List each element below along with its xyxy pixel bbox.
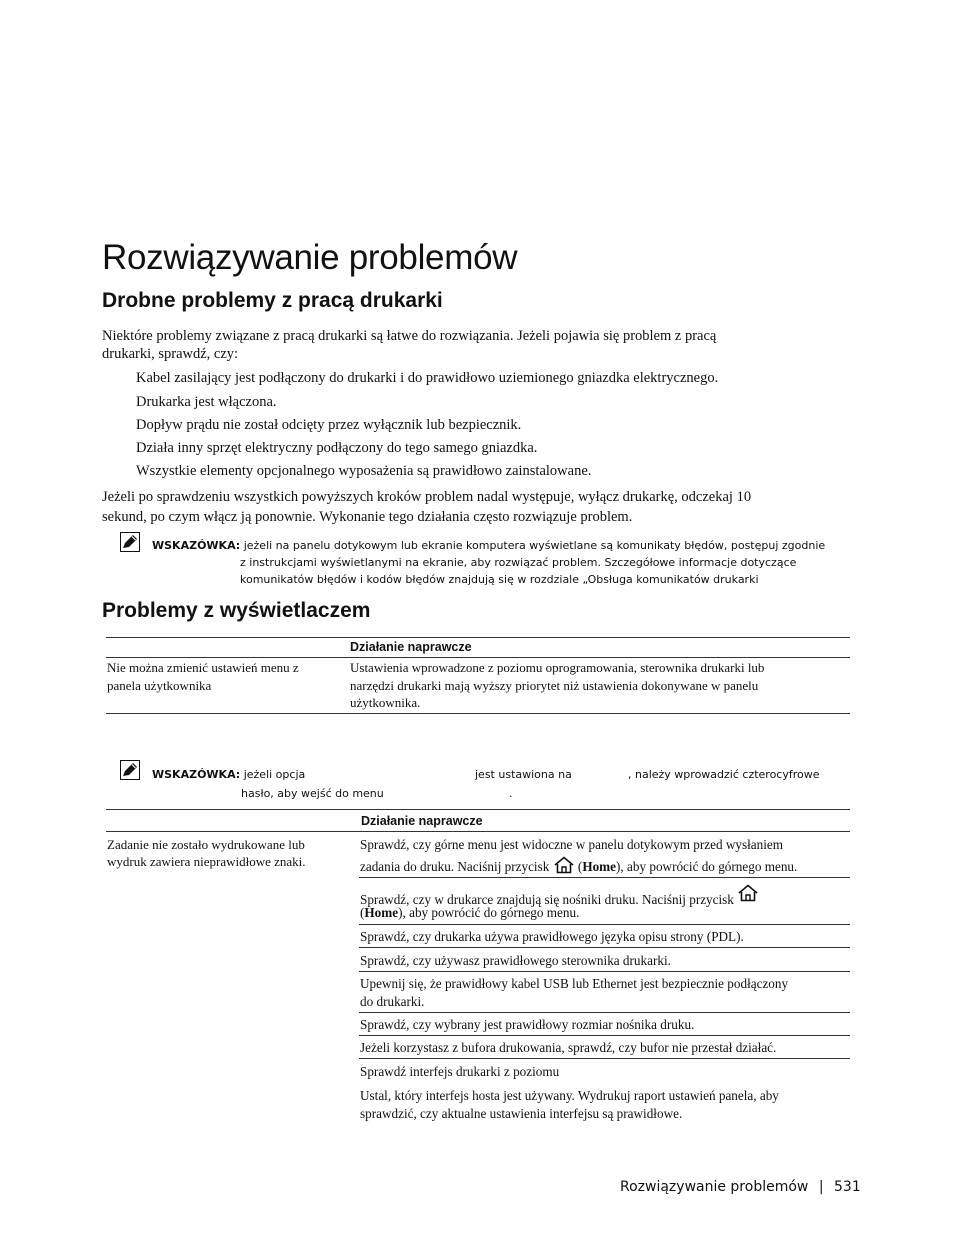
note-label: WSKAZÓWKA: [152, 539, 241, 552]
footer-separator: | [818, 1179, 824, 1195]
note-2-first-line [152, 767, 305, 784]
table-2-row-rule [359, 1012, 850, 1013]
table-1-header-action: Działanie naprawcze [350, 640, 472, 654]
table-2-row-rule [359, 877, 850, 878]
intro-text-line-2: drukarki, sprawdź, czy: [102, 346, 239, 362]
action-2-text-post: ), aby powrócić do górnego menu. [398, 905, 580, 920]
checklist-item: Drukarka jest włączona. [136, 394, 277, 410]
checklist-item: Wszystkie elementy opcjonalnego wyposażenia są prawidłowo zainstalowane. [136, 463, 592, 479]
table-2-action-5-line-2: do drukarki. [360, 994, 425, 1009]
action-1-home-label: Home [582, 859, 617, 874]
table-1-problem-line-2: panela użytkownika [107, 678, 212, 693]
table-1-header-rule [106, 657, 850, 658]
table-2-action-4: Sprawdź, czy używasz prawidłowego sterownika drukarki. [360, 953, 671, 968]
table-1-action-line-1: Ustawienia wprowadzone z poziomu oprogramowania, sterownika drukarki lub [350, 660, 765, 675]
note-text-line-1: jeżeli na panelu dotykowym lub ekranie komputera wyświetlane są komunikaty błędów, postępuj zgodnie [243, 539, 826, 552]
note-first-line [152, 538, 825, 555]
table-1-action-line-2: narzędzi drukarki mają wyższy priorytet niż ustawienia dokonywane w panelu [350, 678, 759, 693]
note-2-part-2: jest ustawiona na [475, 768, 572, 781]
table-2-row-rule [359, 1058, 850, 1059]
home-icon [553, 856, 575, 874]
checklist-item: Działa inny sprzęt elektryczny podłączony do tego samego gniazdka. [136, 440, 538, 456]
after-check-text-line-1: Jeżeli po sprawdzeniu wszystkich powyższych kroków problem nadal występuje, wyłącz drukarkę, odczekaj 10 [102, 489, 752, 505]
note-2-line-2b: . [509, 787, 513, 800]
table-2-header-rule [106, 831, 850, 832]
table-2-row-rule [359, 924, 850, 925]
table-1-action-line-3: użytkownika. [350, 695, 421, 710]
table-2-header-action: Działanie naprawcze [361, 814, 483, 828]
footer-chapter: Rozwiązywanie problemów [620, 1179, 809, 1195]
table-1-top-rule [106, 637, 850, 638]
table-2-problem-line-1: Zadanie nie zostało wydrukowane lub [107, 837, 305, 852]
after-check-text-line-2: sekund, po czym włącz ją ponownie. Wykonanie tego działania często rozwiązuje problem. [102, 509, 633, 525]
action-1-text-pre: zadania do druku. Naciśnij przycisk [360, 859, 550, 874]
table-2-action-7: Jeżeli korzystasz z bufora drukowania, sprawdź, czy bufor nie przestał działać. [360, 1040, 777, 1055]
note-pencil-icon [120, 760, 140, 780]
note-2-line-2a: hasło, aby wejść do menu [241, 787, 384, 800]
table-2-row-rule [359, 1035, 850, 1036]
table-2-action-5-line-1: Upewnij się, że prawidłowy kabel USB lub Ethernet jest bezpiecznie podłączony [360, 976, 789, 991]
page-footer [620, 1179, 861, 1195]
note-2-part-1: jeżeli opcja [243, 768, 306, 781]
note-2-label: WSKAZÓWKA: [152, 768, 241, 781]
table-2-action-6: Sprawdź, czy wybrany jest prawidłowy rozmiar nośnika druku. [360, 1017, 695, 1032]
table-2-action-3: Sprawdź, czy drukarka używa prawidłowego języka opisu strony (PDL). [360, 929, 744, 944]
table-2-action-2-line-2: (Home), aby powrócić do górnego menu. [360, 905, 580, 920]
checklist-item: Kabel zasilający jest podłączony do drukarki i do prawidłowo uziemionego gniazdka elektrycznego. [136, 370, 719, 386]
table-2-row-rule [359, 971, 850, 972]
page-title: Rozwiązywanie problemów [102, 238, 518, 277]
table-2-action-9-line-2: sprawdzić, czy aktualne ustawienia interfejsu są prawidłowe. [360, 1106, 683, 1121]
intro-text-line-1: Niektóre problemy związane z pracą drukarki są łatwe do rozwiązania. Jeżeli pojawia się problem z pracą [102, 328, 717, 344]
section-heading-minor-problems: Drobne problemy z pracą drukarki [102, 289, 443, 312]
footer-page-number: 531 [834, 1179, 861, 1195]
section-heading-display-problems: Problemy z wyświetlaczem [102, 599, 371, 622]
table-2-action-8: Sprawdź interfejs drukarki z poziomu [360, 1064, 560, 1079]
action-1-text-post: ), aby powrócić do górnego menu. [616, 859, 798, 874]
table-1-bottom-rule [106, 713, 850, 714]
note-text-line-2: z instrukcjami wyświetlanymi na ekranie, aby rozwiązać problem. Szczegółowe informacje dotyczące [240, 556, 797, 569]
table-2-action-1-line-1: Sprawdź, czy górne menu jest widoczne w panelu dotykowym przed wysłaniem [360, 837, 783, 852]
table-2-problem-line-2: wydruk zawiera nieprawidłowe znaki. [107, 854, 306, 869]
table-2-row-rule [359, 947, 850, 948]
action-2-text: Sprawdź, czy w drukarce znajdują się nośniki druku. Naciśnij przycisk [360, 892, 734, 907]
action-2-home-label: Home [364, 905, 399, 920]
checklist-item: Dopływ prądu nie został odcięty przez wyłącznik lub bezpiecznik. [136, 417, 522, 433]
table-2-action-9-line-1: Ustal, który interfejs hosta jest używany. Wydrukuj raport ustawień panela, aby [360, 1088, 779, 1103]
note-text-line-3: komunikatów błędów i kodów błędów znajdują się w rozdziale „Obsługa komunikatów drukarki [240, 573, 759, 586]
note-pencil-icon [120, 532, 140, 552]
table-2-top-rule [106, 809, 850, 810]
table-1-problem-line-1: Nie można zmienić ustawień menu z [107, 660, 299, 675]
home-icon [737, 884, 759, 902]
table-2-action-1-line-2: zadania do druku. Naciśnij przycisk (Home), aby powrócić do górnego menu. [360, 856, 797, 876]
note-2-part-3: , należy wprowadzić czterocyfrowe [628, 768, 820, 781]
